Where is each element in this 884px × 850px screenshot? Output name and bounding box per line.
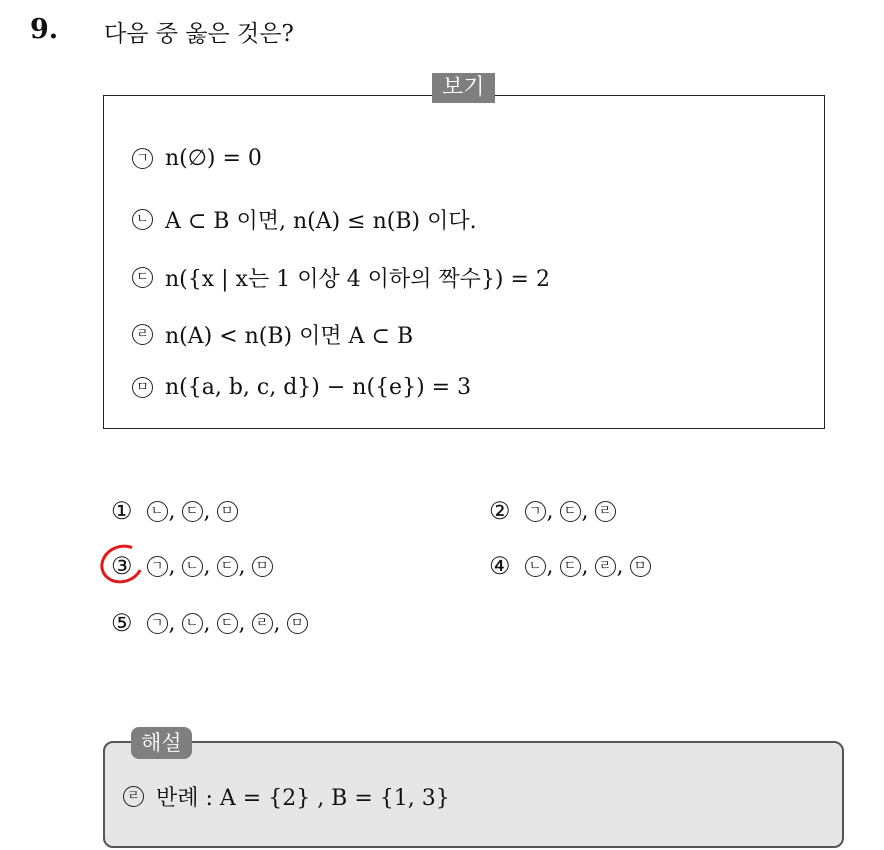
bogi-item-text: n(∅) = 0 (165, 146, 262, 171)
bogi-item-5 (132, 375, 471, 400)
marker-rieul: ㄹ (132, 324, 153, 345)
question-number: 9. (30, 14, 59, 45)
marker-digeut: ㄷ (217, 613, 238, 634)
marker-giyeok: ㄱ (147, 613, 168, 634)
marker-mieum: ㅁ (287, 613, 308, 634)
question-text: 다음 중 옳은 것은? (104, 21, 294, 47)
explanation-label: 해설 (131, 727, 192, 759)
choice-3[interactable]: ③ ㄱ , ㄴ , ㄷ , ㅁ (111, 552, 273, 580)
marker-nieun: ㄴ (525, 556, 546, 577)
marker-giyeok: ㄱ (132, 148, 153, 169)
bogi-label: 보기 (432, 73, 495, 103)
bogi-box (103, 75, 825, 429)
bogi-item-text: n({x | x는 1 이상 4 이하의 짝수}) = 2 (165, 267, 550, 292)
marker-nieun: ㄴ (182, 613, 203, 634)
marker-digeut: ㄷ (182, 501, 203, 522)
bogi-item-text: A ⊂ B 이면, n(A) ≤ n(B) 이다. (165, 209, 477, 234)
bogi-item-2 (132, 204, 477, 235)
choice-5[interactable]: ⑤ ㄱ , ㄴ , ㄷ , ㄹ , ㅁ (111, 609, 308, 637)
marker-digeut: ㄷ (217, 556, 238, 577)
bogi-item-text: n({a, b, c, d}) − n({e}) = 3 (165, 375, 472, 400)
bogi-item-3 (132, 262, 550, 293)
explanation-content: 반례 : A = {2} , B = {1, 3} (156, 786, 450, 811)
marker-digeut: ㄷ (560, 556, 581, 577)
marker-giyeok: ㄱ (147, 556, 168, 577)
explanation-box (103, 731, 844, 848)
choice-number: ④ (489, 552, 511, 580)
choice-number: ③ (111, 552, 133, 580)
marker-mieum: ㅁ (132, 377, 153, 398)
marker-mieum: ㅁ (217, 501, 238, 522)
marker-digeut: ㄷ (560, 501, 581, 522)
choice-1[interactable]: ① ㄴ , ㄷ , ㅁ (111, 497, 238, 525)
marker-digeut: ㄷ (132, 267, 153, 288)
bogi-item-text: n(A) < n(B) 이면 A ⊂ B (165, 324, 414, 349)
marker-rieul: ㄹ (252, 613, 273, 634)
choice-4[interactable]: ④ ㄴ , ㄷ , ㄹ , ㅁ (489, 552, 651, 580)
marker-nieun: ㄴ (132, 209, 153, 230)
answer-circle-mark (95, 539, 149, 590)
marker-mieum: ㅁ (630, 556, 651, 577)
marker-rieul: ㄹ (123, 786, 144, 807)
marker-nieun: ㄴ (147, 501, 168, 522)
bogi-item-1 (132, 146, 262, 171)
choice-2[interactable]: ② ㄱ , ㄷ , ㄹ (489, 497, 616, 525)
choice-number: ② (489, 497, 511, 525)
marker-giyeok: ㄱ (525, 501, 546, 522)
choice-number: ① (111, 497, 133, 525)
marker-mieum: ㅁ (252, 556, 273, 577)
explanation-text (123, 781, 450, 812)
marker-rieul: ㄹ (595, 556, 616, 577)
marker-nieun: ㄴ (182, 556, 203, 577)
marker-rieul: ㄹ (595, 501, 616, 522)
choice-number: ⑤ (111, 609, 133, 637)
bogi-item-4 (132, 319, 413, 350)
